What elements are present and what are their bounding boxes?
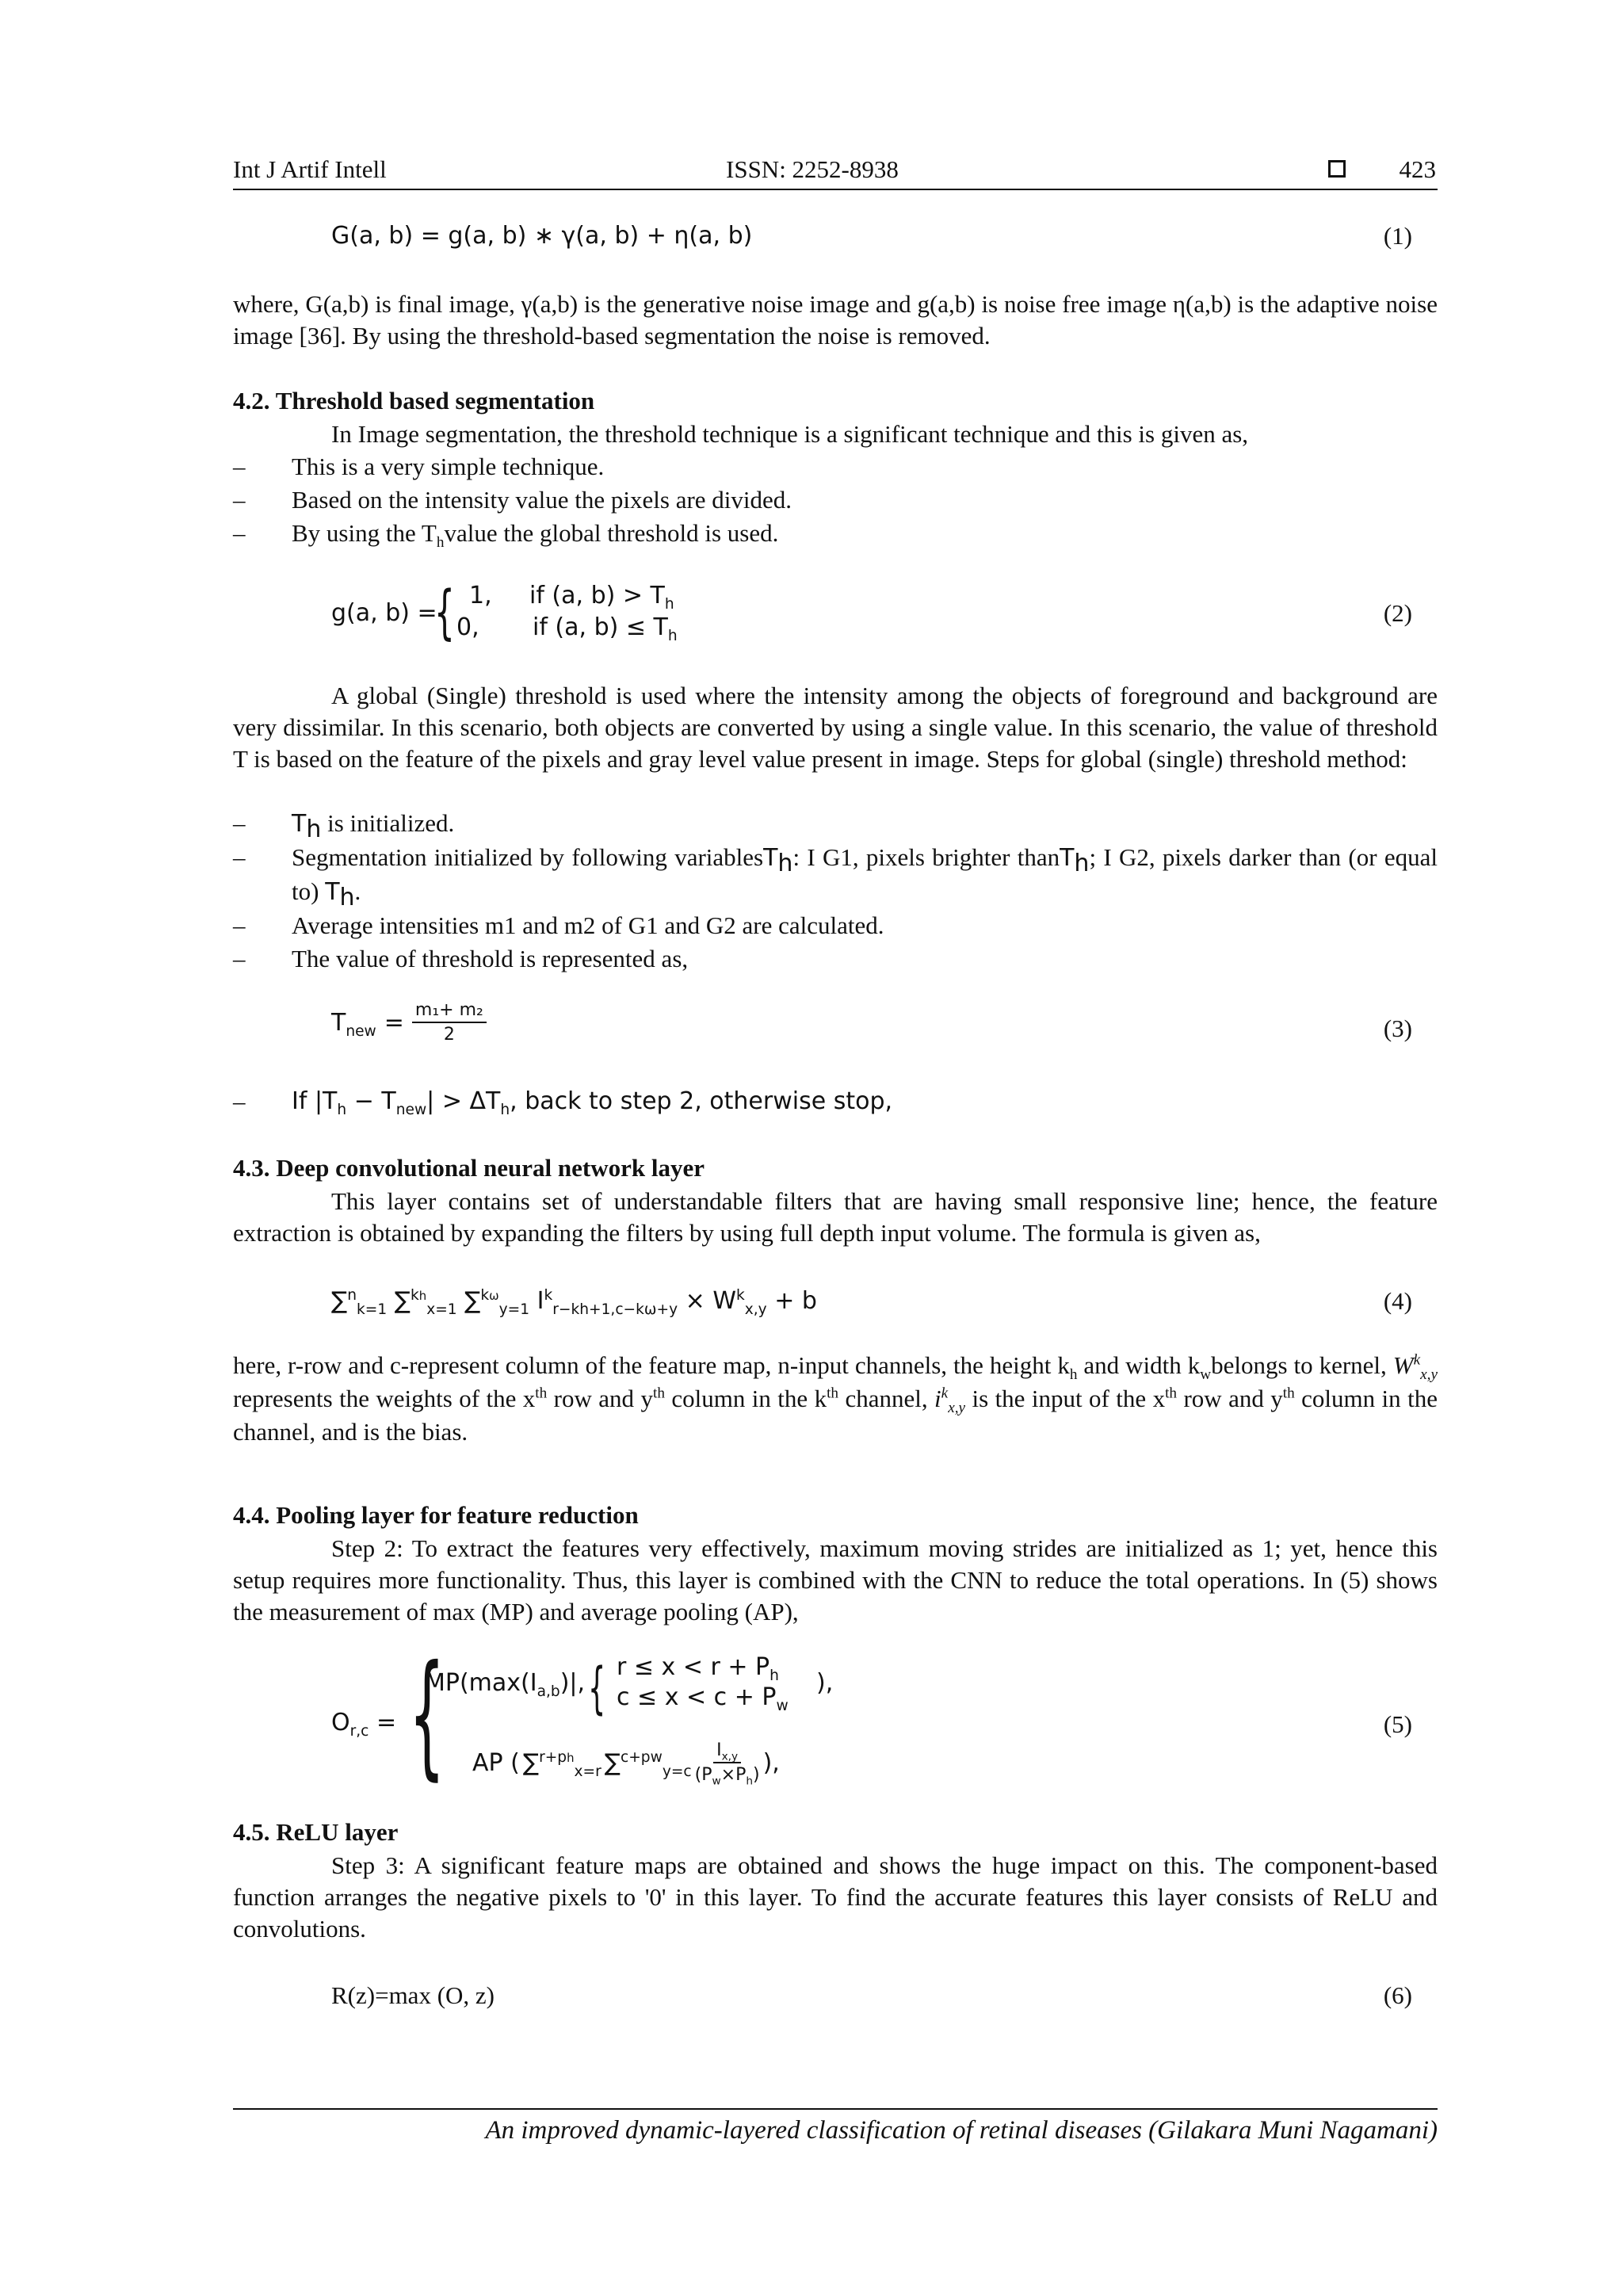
case-brace: {	[588, 1656, 606, 1721]
list-item: – Based on the intensity value the pixels are divided.	[233, 486, 792, 514]
section-4-3-paragraph: This layer contains set of understandable filters that are having small responsive line; hence, the feature extraction is obtained by expanding the filters by using full depth input volume. The formula is given as,	[233, 1187, 1438, 1247]
section-heading-4-2: 4.2. Threshold based segmentation	[233, 387, 595, 415]
eq4-number: (4)	[1383, 1287, 1412, 1315]
footer-running-title: An improved dynamic-layered classification of retinal diseases (Gilakara Muni Nagamani)	[485, 2116, 1438, 2145]
list-item: – By using the $T_hvalue$ the global threshold is used.	[233, 519, 779, 552]
list-item: – This is a very simple technique.	[233, 453, 605, 480]
list-item: – Segmentation initialized by following variablesT$_h$: I G1, pixels brighter thanT$_h$; I G2, pixels darker than (or equal to) $T_h$.	[233, 843, 1438, 912]
section-heading-4-5: 4.5. ReLU layer	[233, 1818, 399, 1846]
left-brace: {	[434, 579, 455, 647]
square-icon	[1328, 160, 1346, 178]
eq3-fraction: $\frac{\text{m₁+ m₂}}{2}$	[412, 1000, 487, 1045]
paragraph-global-threshold: A global (Single) threshold is used where the intensity among the objects of foreground and background are very dissimilar. In this scenario, both objects are converted by using a single value. In this scenario, the value of threshold T is based on the feature of the pixels and gray level value present in image. Steps for global (single) threshold method:	[233, 682, 1438, 773]
journal-name: Int J Artif Intell	[233, 155, 387, 183]
section-4-4-paragraph: Step 2: To extract the features very effectively, maximum moving strides are initialized as 1; yet, hence this setup requires more functionality. Thus, this layer is combined with the CNN to reduce the total operations. In (5) shows the measurement of max (MP) and average pooling (AP),	[233, 1534, 1438, 1626]
equation-6: R(z)=max (O, z)	[331, 1981, 495, 2009]
section-heading-4-4: 4.4. Pooling layer for feature reduction	[233, 1501, 639, 1529]
equation-1	[331, 220, 752, 252]
list-item: – Average intensities m1 and m2 of G1 and G2 are calculated.	[233, 911, 884, 939]
eq3-number: (3)	[1383, 1014, 1412, 1042]
eq2-number: (2)	[1383, 599, 1412, 627]
eq1-number: (1)	[1383, 222, 1412, 250]
list-item: – $T_h$ is initialized.	[233, 809, 455, 844]
section-4-2-intro: In Image segmentation, the threshold technique is a significant technique and this is given as,	[331, 420, 1249, 448]
eq5-fraction: $\frac{I_{x,y}}{(P_w\times P_h)}$	[694, 1740, 760, 1788]
equation-3: $T_{new}$ = $\frac{\text{m₁+ m₂}}{2}$	[331, 1000, 487, 1045]
threshold-steps-list	[233, 807, 1438, 976]
eq1-rhs: = g(a, b) ∗ γ(a, b) + η(a, b)	[420, 222, 753, 250]
stop-condition-item: – If $|T_h - T_{new}| > \Delta T_h$, back to step 2, otherwise stop,	[233, 1087, 893, 1118]
page-number: 423	[1399, 155, 1436, 183]
issn: ISSN: 2252-8938	[726, 155, 899, 183]
big-left-brace: {	[409, 1637, 445, 1794]
paragraph-noise: where, G(a,b) is final image, γ(a,b) is the generative noise image and g(a,b) is noise free image η(a,b) is the adaptive noise image [36]. By using the threshold-based segmentation the noise is removed.	[233, 290, 1438, 350]
header-rule	[233, 189, 1438, 190]
list-item: – The value of threshold is represented as,	[233, 945, 689, 972]
eq1-lhs: G(a, b)	[331, 222, 414, 250]
footer-rule	[233, 2108, 1438, 2110]
threshold-bullet-list	[233, 450, 1438, 550]
eq2-lhs: g(a, b) =	[331, 599, 437, 627]
equation-5: $O_{r,c}$ = { $MP(\max(I_{a,b})|$, { $r \le x < r + P_h$ $c \le x < c + P_w$ ), AP ( ∑$^{r+ph}_{x=r}$ ∑$^{c+pw}_{y=c}$ $\frac{I_{x,y}}{(P_w\times P_h)}$ ),	[331, 1637, 834, 1794]
section-4-5-paragraph: Step 3: A significant feature maps are obtained and shows the huge impact on this. The component-based function arranges the negative pixels to '0' in this layer. To find the accurate features this layer consists of ReLU and convolutions.	[233, 1851, 1438, 1943]
eq6-number: (6)	[1383, 1981, 1412, 2009]
section-heading-4-3: 4.3. Deep convolutional neural network layer	[233, 1154, 705, 1182]
eq5-number: (5)	[1383, 1710, 1412, 1738]
paragraph-conv-variables: here, r-row and c-represent column of the feature map, n-input channels, the height $k_h$ and width $k_wbelongs$ to kernel, $W^k_{x,y}$ represents the weights of the $x^{th}$ row and $y^{th}$ column in the $k^{th}$ channel, $i^k_{x,y}$ is the input of the $x^{th}$ row and $y^{th}$ column in the channel, and is the bias.	[233, 1351, 1438, 1446]
equation-4: ∑$^n_{k=1}$ ∑$^{kh}_{x=1}$ ∑$^{k\omega}_{y=1}$ $I^k_{r-kh+1,c-k\omega+y} \times W^k_{x,y} + b$	[331, 1287, 817, 1318]
